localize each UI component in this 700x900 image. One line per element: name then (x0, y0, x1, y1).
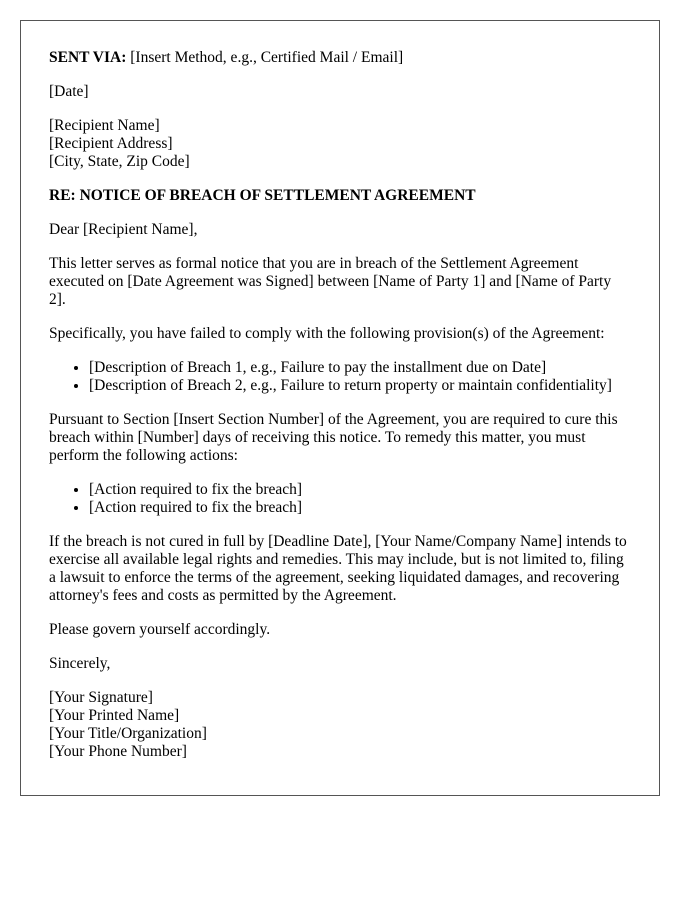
govern-paragraph: Please govern yourself accordingly. (49, 621, 271, 638)
printed-name-line: [Your Printed Name] (49, 707, 180, 724)
signature-line: [Your Signature] (49, 689, 153, 706)
action-list (49, 481, 631, 517)
subject-line: RE: NOTICE OF BREACH OF SETTLEMENT AGREEMENT (49, 187, 476, 204)
salutation: Dear [Recipient Name], (49, 221, 198, 238)
closing: Sincerely, (49, 655, 111, 672)
list-item-breach-1: • [Description of Breach 1, e.g., Failure to pay the installment due on Date] (89, 359, 631, 377)
signature-block (49, 689, 631, 761)
list-item-breach-2: • [Description of Breach 2, e.g., Failure to return property or maintain confidentiality] (89, 377, 631, 395)
recipient-address: [Recipient Address] (49, 135, 173, 152)
title-organization-line: [Your Title/Organization] (49, 725, 207, 742)
recipient-block (49, 117, 631, 171)
sent-via-value: [Insert Method, e.g., Certified Mail / Email] (126, 49, 404, 66)
failure-intro-paragraph: Specifically, you have failed to comply with the following provision(s) of the Agreement: (49, 325, 605, 342)
list-item-action-1: • [Action required to fix the breach] (89, 481, 631, 499)
recipient-name: [Recipient Name] (49, 117, 160, 134)
recipient-city-state-zip: [City, State, Zip Code] (49, 153, 190, 170)
sent-via-line (49, 49, 631, 67)
notice-paragraph: This letter serves as formal notice that you are in breach of the Settlement Agreement executed on [Date Agreement was Signed] between [Name of Party 1] and [Name of Party 2]. (49, 255, 612, 308)
cure-paragraph: Pursuant to Section [Insert Section Number] of the Agreement, you are required to cure this breach within [Number] days of receiving this notice. To remedy this matter, you must perform the following actions: (49, 411, 618, 464)
phone-number-line: [Your Phone Number] (49, 743, 187, 760)
sent-via-label: SENT VIA: (49, 49, 127, 66)
consequences-paragraph: If the breach is not cured in full by [Deadline Date], [Your Name/Company Name] intends to exercise all available legal rights and remedies. This may include, but is not limited to, filing a lawsuit to enforce the terms of the agreement, seeking liquidated damages, and recovering attorney's fees and costs as permitted by the Agreement. (49, 533, 627, 604)
breach-list (49, 359, 631, 395)
letter-document (20, 20, 660, 796)
list-item-action-2: • [Action required to fix the breach] (89, 499, 631, 517)
letter-date: [Date] (49, 83, 89, 100)
